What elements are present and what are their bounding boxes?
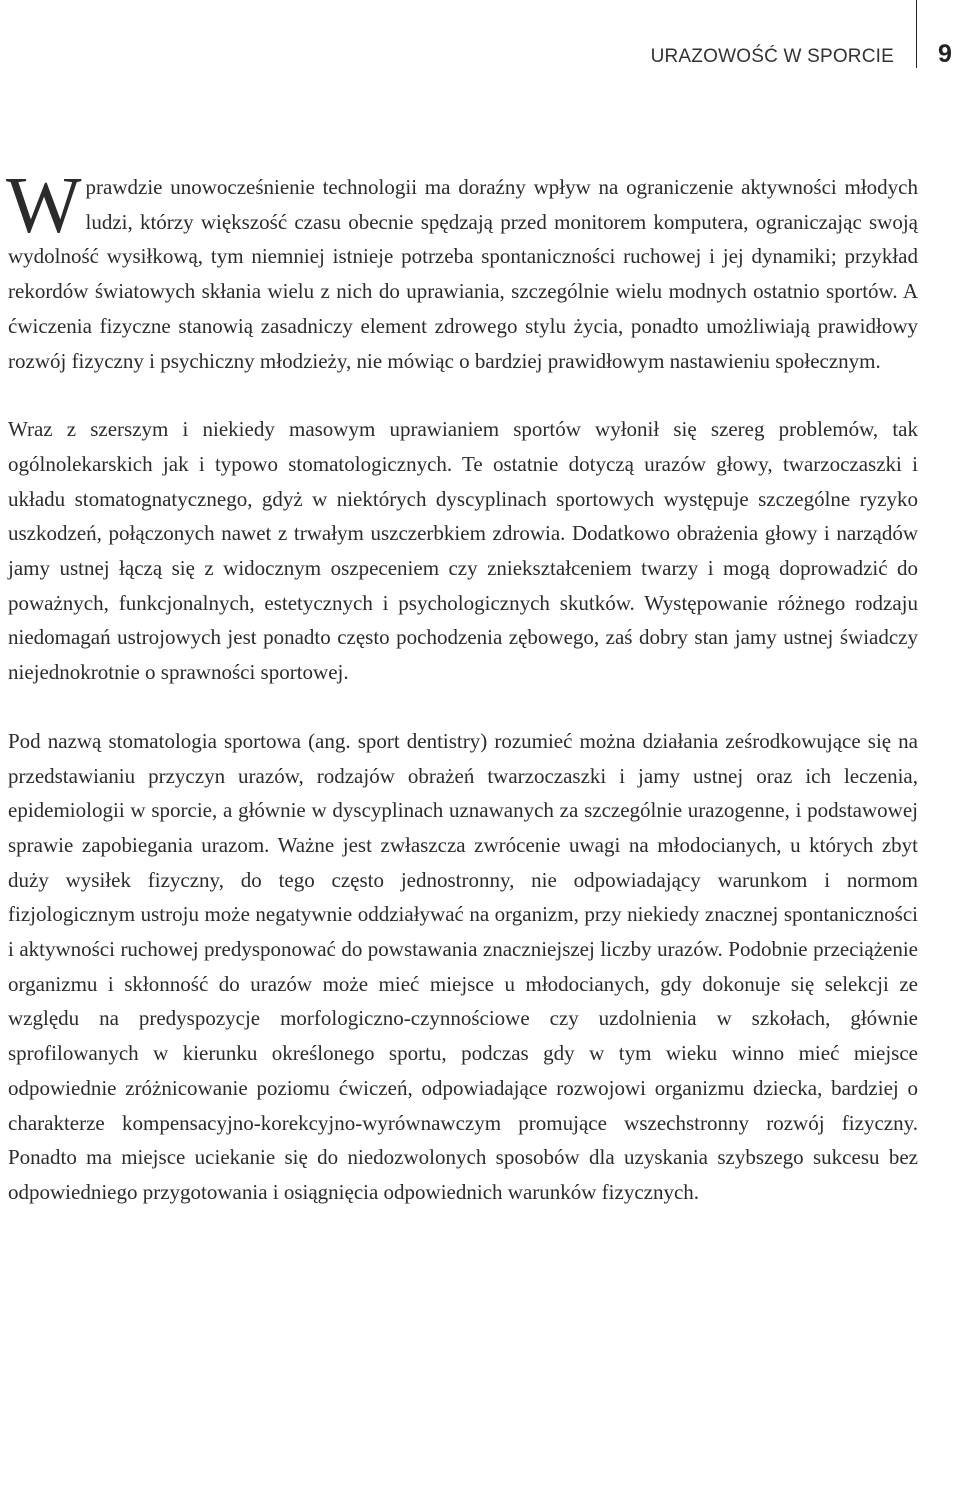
paragraph [8, 724, 918, 1210]
running-title: URAZOWOŚĆ W SPORCIE [650, 46, 894, 67]
paragraph-text: prawdzie unowocześnienie technologii ma doraźny wpływ na ograniczenie aktywności młodych ludzi, którzy większość czasu obecnie spędzają przed monitorem komputera, ograniczając swoją wydolność wysiłkową, tym niemniej istnieje potrzeba spontaniczności ruchowej i jej dynamiki; przykład rekordów światowych skłania wielu z nich do uprawiania, szczególnie wielu modnych ostatnio sportów. A ćwiczenia fizyczne stanowią zasadniczy element zdrowego stylu życia, ponadto umożliwiają prawidłowy rozwój fizyczny i psychiczny młodzieży, nie mówiąc o bardziej prawidłowym nastawieniu społecznym. [8, 175, 918, 373]
paragraph [6, 162, 918, 378]
page-body [6, 162, 918, 1210]
page-number: 9 [938, 40, 952, 68]
paragraph-text: Pod nazwą stomatologia sportowa (ang. sport dentistry) rozumieć można działania ześrodkowujące się na przedstawianiu przyczyn urazów, rodzajów obrażeń twarzoczaszki i jamy ustnej oraz ich leczenia, epidemiologii w sporcie, a głównie w dyscyplinach uznawanych za szczególnie urazogenne, i podstawowej sprawie zapobiegania urazom. Ważne jest zwłaszcza zwrócenie uwagi na młodocianych, u których zbyt duży wysiłek fizyczny, do tego często jednostronny, nie odpowiadający warunkom i normom fizjologicznym ustroju może negatywnie oddziaływać na organizm, przy niekiedy znacznej spontaniczności i aktywności ruchowej predysponować do powstawania znaczniejszej liczby urazów. Podobnie przeciążenie organizmu i skłonność do urazów może mieć miejsce u młodocianych, gdy dokonuje się selekcji ze względu na predyspozycje morfologiczno-czynnościowe czy uzdolnienia w szkołach, głównie sprofilowanych w kierunku określonego sportu, podczas gdy w tym wieku winno mieć miejsce odpowiednie zróżnicowanie poziomu ćwiczeń, odpowiadające rozwojowi organizmu dziecka, bardziej o charakterze kompensacyjno-korekcyjno-wyrównawczym promujące wszechstronny rozwój fizyczny. Ponadto ma miejsce uciekanie się do niedozwolonych sposobów dla uzyskania szybszego sukcesu bez odpowiedniego przygotowania i osiągnięcia odpowiednich warunków fizycznych. [8, 728, 918, 1204]
drop-cap: W [6, 162, 82, 250]
paragraph [8, 412, 918, 690]
header-divider [916, 0, 917, 68]
paragraph-text: Wraz z szerszym i niekiedy masowym uprawianiem sportów wyłonił się szereg problemów, tak ogólnolekarskich jak i typowo stomatologicznych. Te ostatnie dotyczą urazów głowy, twarzoczaszki i układu stomatognatycznego, gdyż w niektórych dyscyplinach sportowych występuje szczególne ryzyko uszkodzeń, połączonych nawet z trwałym uszczerbkiem zdrowia. Dodatkowo obrażenia głowy i narządów jamy ustnej łączą się z widocznym oszpeceniem czy zniekształceniem twarzy i mogą doprowadzić do poważnych, funkcjonalnych, estetycznych i psychologicznych skutków. Występowanie różnego rodzaju niedomagań ustrojowych jest ponadto często pochodzenia zębowego, zaś dobry stan jamy ustnej świadczy niejednokrotnie o sprawności sportowej. [8, 417, 918, 685]
